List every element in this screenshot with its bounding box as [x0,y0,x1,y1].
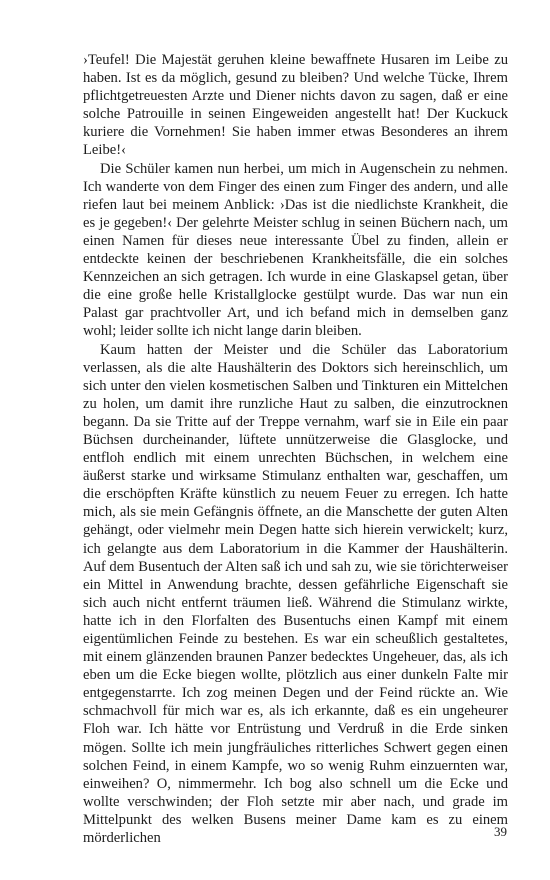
paragraph-1: ›Teufel! Die Majestät geruhen kleine bewaffnete Husaren im Leibe zu haben. Ist es da möglich, gesund zu bleiben? Und welche Tücke, Ihrem pflichtgetreuesten Arzte und Diener nichts davon zu sagen, daß er eine solche Patrouille in seinen Eingeweiden angestellt hat! Der Kuckuck kuriere die Vornehmen! Sie haben immer etwas Besonderes an ihrem Leibe!‹ [83,52,508,159]
paragraph-2: Die Schüler kamen nun herbei, um mich in Augenschein zu nehmen. Ich wanderte von dem Finger des einen zum Finger des andern, und alle riefen laut bei meinem Anblick: ›Das ist die niedlichste Krankheit, die es je gegeben!‹ Der gelehrte Meister schlug in seinen Büchern nach, um einen Namen für dieses neue interessante Übel zu finden, allein er entdeckte keinen der beschriebenen Krankheitsfälle, die ein solches Kennzeichen an sich getragen. Ich wurde in eine Glaskapsel getan, über die eine große helle Kristallglocke gestülpt wurde. Das war nun ein Palast gar prachtvoller Art, und ich befand mich in demselben ganz wohl; leider sollte ich nicht lange darin bleiben. [83,160,508,340]
page-number: 39 [494,824,507,839]
body-text [83,51,508,847]
paragraph-3: Kaum hatten der Meister und die Schüler das Laboratorium verlassen, als die alte Haushälterin des Doktors sich hereinschlich, um sich unter den vielen kosmetischen Salben und Tinkturen ein Mittelchen zu holen, um damit ihre runzliche Haut zu salben, die einzutrocknen begann. Da sie Tritte auf der Treppe vernahm, warf sie in Eile ein paar Büchsen durcheinander, lüftete unnützerweise die Glasglocke, und entfloh endlich mit einem unrechten Büchschen, in welchem eine äußerst starke und wirksame Stimulanz enthalten war, geschaffen, um die erschöpften Kräfte künstlich zu neuem Feuer zu erregen. Ich hatte mich, als sie mein Gefängnis öffnete, an die Manschette der guten Alten gehängt, oder vielmehr mein Degen hatte sich hierein verwickelt; kurz, ich gelangte aus dem Laboratorium in die Kammer der Haushälterin. Auf dem Busentuch der Alten saß ich und sah zu, wie sie törichterweiser ein Mittel in Anwendung brachte, dessen gefährliche Eigenschaft sie sich auch nicht entfernt träumen ließ. Während die Stimulanz wirkte, hatte ich in den Florfalten des Busentuchs einen Kampf mit einem eigentümlichen Feinde zu bestehen. Es war ein scheußlich gestaltetes, mit einem glänzenden braunen Panzer bedecktes Ungeheuer, das, als ich eben um die Ecke biegen wollte, plötzlich aus einer dunkeln Falte mir entgegenstarrte. Ich zog meinen Degen und der Feind rückte an. Wie schmachvoll für mich war es, als ich erkannte, daß es ein ungeheurer Floh war. Ich hätte vor Entrüstung und Verdruß in die Erde sinken mögen. Sollte ich mein jungfräuliches ritterliches Schwert gegen einen solchen Feind, in einem Kampfe, wo so wenig Ruhm einzuernten war, einweihen? O, nimmermehr. Ich bog also schnell um die Ecke und wollte verschwinden; der Floh setzte mir aber nach, und grade im Mittelpunkt des welken Busens meiner Dame kam es zu einem mörderlichen [83,341,508,847]
